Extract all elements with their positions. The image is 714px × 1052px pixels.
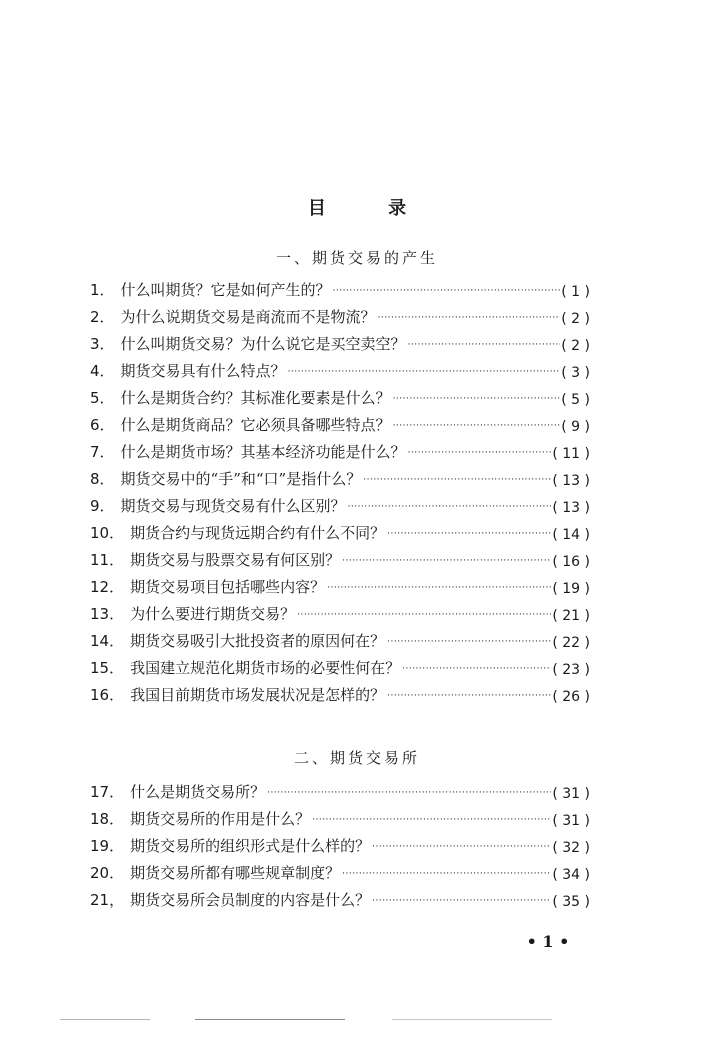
toc-entry-page: ( 3 ) xyxy=(561,365,590,381)
toc-page-number: 31 xyxy=(562,813,581,829)
toc-entry-title: 期货交易中的“手”和“口”是指什么？ xyxy=(120,470,362,488)
dot-leader xyxy=(288,368,561,377)
toc-entry-title: 为什么要进行期货交易？ xyxy=(130,605,296,623)
toc-entry-page: ( 34 ) xyxy=(552,867,590,883)
toc-entry-title: 什么是期货市场？其基本经济功能是什么？ xyxy=(120,443,406,461)
dot-leader xyxy=(363,476,551,485)
toc-entry-number: 11． xyxy=(90,551,125,569)
toc-entry-number: 8． xyxy=(90,470,115,488)
toc-list-section-2 xyxy=(90,775,590,910)
toc-entry-title: 我国目前期货市场发展状况是怎样的？ xyxy=(130,686,386,704)
toc-entry-page: ( 5 ) xyxy=(561,392,590,408)
toc-entry-title: 期货交易与现货交易有什么区别？ xyxy=(120,497,346,515)
toc-entry-title: 什么是期货商品？它必须具备哪些特点？ xyxy=(120,416,391,434)
toc-entry-number: 7． xyxy=(90,443,115,461)
toc-entry xyxy=(90,570,590,597)
toc-entry xyxy=(90,354,590,381)
toc-page-number: 13 xyxy=(562,500,581,516)
toc-page-number: 21 xyxy=(562,608,581,624)
toc-entry-number: 2． xyxy=(90,308,115,326)
toc-entry-title: 期货交易与股票交易有何区别？ xyxy=(130,551,341,569)
dot-leader xyxy=(327,584,551,593)
dot-leader xyxy=(387,530,551,539)
dot-leader xyxy=(297,611,551,620)
toc-entry-page: ( 23 ) xyxy=(552,662,590,678)
toc-entry-page: ( 22 ) xyxy=(552,635,590,651)
toc-entry-number: 21， xyxy=(90,891,125,909)
dot-leader xyxy=(408,449,552,458)
toc-entry-title: 期货交易所的作用是什么？ xyxy=(130,810,311,828)
section-heading-2: 二、期货交易所 xyxy=(293,749,420,767)
toc-list-section-1 xyxy=(90,273,590,705)
toc-entry xyxy=(90,516,590,543)
dot-leader xyxy=(408,341,561,350)
toc-entry xyxy=(90,435,590,462)
toc-entry-page: ( 2 ) xyxy=(561,311,590,327)
toc-entry-page: ( 19 ) xyxy=(552,581,590,597)
toc-entry xyxy=(90,489,590,516)
toc-entry-page: ( 31 ) xyxy=(552,786,590,802)
toc-entry-title: 期货合约与现货远期合约有什么不同？ xyxy=(130,524,386,542)
toc-entry xyxy=(90,856,590,883)
toc-entry-number: 13． xyxy=(90,605,125,623)
toc-page-number: 3 xyxy=(571,365,581,381)
toc-entry-page: ( 21 ) xyxy=(552,608,590,624)
toc-entry-title: 期货交易具有什么特点？ xyxy=(120,362,286,380)
toc-entry-number: 14． xyxy=(90,632,125,650)
toc-entry-number: 16． xyxy=(90,686,125,704)
toc-entry-number: 1． xyxy=(90,281,115,299)
toc-entry-title: 期货交易所会员制度的内容是什么？ xyxy=(130,891,371,909)
toc-entry-title: 什么是期货合约？其标准化要素是什么？ xyxy=(120,389,391,407)
dot-leader xyxy=(342,870,551,879)
toc-entry-number: 15． xyxy=(90,659,125,677)
dot-leader xyxy=(402,665,551,674)
toc-entry-page: ( 31 ) xyxy=(552,813,590,829)
toc-page-number: 31 xyxy=(562,786,581,802)
toc-entry xyxy=(90,678,590,705)
toc-page-number: 35 xyxy=(562,894,581,910)
toc-entry xyxy=(90,802,590,829)
toc-entry-page: ( 16 ) xyxy=(552,554,590,570)
toc-page-number: 22 xyxy=(562,635,581,651)
scan-edge-line xyxy=(195,1019,345,1020)
toc-entry-number: 9． xyxy=(90,497,115,515)
toc-page-number: 14 xyxy=(562,527,581,543)
dot-leader xyxy=(348,503,552,512)
toc-entry-title: 期货交易所的组织形式是什么样的？ xyxy=(130,837,371,855)
dot-leader xyxy=(387,638,551,647)
toc-entry xyxy=(90,543,590,570)
toc-entry-number: 20． xyxy=(90,864,125,882)
toc-entry-number: 3． xyxy=(90,335,115,353)
toc-entry-title: 什么是期货交易所？ xyxy=(130,783,266,801)
dot-leader xyxy=(393,422,561,431)
toc-entry xyxy=(90,597,590,624)
toc-entry xyxy=(90,883,590,910)
toc-entry-page: ( 2 ) xyxy=(561,338,590,354)
toc-entry-title: 为什么说期货交易是商流而不是物流？ xyxy=(120,308,376,326)
toc-page-number: 2 xyxy=(571,311,581,327)
dot-leader xyxy=(372,897,551,906)
toc-entry-title: 期货交易项目包括哪些内容？ xyxy=(130,578,326,596)
dot-leader xyxy=(393,395,561,404)
toc-entry-title: 什么叫期货？它是如何产生的？ xyxy=(120,281,331,299)
toc-entry-page: ( 1 ) xyxy=(561,284,590,300)
toc-entry-number: 5． xyxy=(90,389,115,407)
toc-entry-number: 6． xyxy=(90,416,115,434)
toc-entry-page: ( 13 ) xyxy=(552,473,590,489)
toc-page-number: 34 xyxy=(562,867,581,883)
toc-entry-title: 我国建立规范化期货市场的必要性何在？ xyxy=(130,659,401,677)
scan-edge-line xyxy=(60,1019,150,1020)
toc-entry xyxy=(90,327,590,354)
toc-entry-number: 10． xyxy=(90,524,125,542)
scan-edge-line xyxy=(392,1019,552,1020)
toc-page-number: 5 xyxy=(571,392,581,408)
toc-page-number: 32 xyxy=(562,840,581,856)
toc-entry-page: ( 14 ) xyxy=(552,527,590,543)
toc-entry xyxy=(90,273,590,300)
toc-entry-number: 18． xyxy=(90,810,125,828)
toc-page-number: 1 xyxy=(571,284,581,300)
dot-leader xyxy=(342,557,551,566)
section-heading-1: 一、期货交易的产生 xyxy=(275,249,438,267)
toc-entry-page: ( 26 ) xyxy=(552,689,590,705)
toc-entry-number: 19． xyxy=(90,837,125,855)
toc-entry xyxy=(90,462,590,489)
dot-leader xyxy=(312,816,551,825)
page-title: 目 录 xyxy=(307,198,435,219)
dot-leader xyxy=(387,692,551,701)
toc-page-number: 13 xyxy=(562,473,581,489)
toc-page-number: 16 xyxy=(562,554,581,570)
dot-leader xyxy=(372,843,551,852)
toc-entry-page: ( 13 ) xyxy=(552,500,590,516)
dot-leader xyxy=(267,789,551,798)
toc-page-number: 9 xyxy=(571,419,581,435)
toc-entry-page: ( 11 ) xyxy=(552,446,590,462)
page-number: • 1 • xyxy=(526,932,570,951)
toc-entry-number: 4． xyxy=(90,362,115,380)
dot-leader xyxy=(378,314,561,323)
toc-entry-page: ( 35 ) xyxy=(552,894,590,910)
toc-entry-title: 期货交易所都有哪些规章制度？ xyxy=(130,864,341,882)
toc-entry xyxy=(90,408,590,435)
toc-page-number: 23 xyxy=(562,662,581,678)
toc-page-number: 26 xyxy=(562,689,581,705)
toc-entry-number: 12． xyxy=(90,578,125,596)
toc-entry-page: ( 9 ) xyxy=(561,419,590,435)
toc-entry xyxy=(90,381,590,408)
toc-entry xyxy=(90,624,590,651)
toc-page-number: 19 xyxy=(562,581,581,597)
dot-leader xyxy=(333,287,561,296)
toc-entry-number: 17． xyxy=(90,783,125,801)
toc-entry xyxy=(90,829,590,856)
toc-entry xyxy=(90,651,590,678)
toc-page-number: 11 xyxy=(562,446,581,462)
toc-entry-title: 期货交易吸引大批投资者的原因何在？ xyxy=(130,632,386,650)
toc-entry xyxy=(90,775,590,802)
toc-page-number: 2 xyxy=(571,338,581,354)
toc-entry xyxy=(90,300,590,327)
toc-entry-page: ( 32 ) xyxy=(552,840,590,856)
toc-entry-title: 什么叫期货交易？为什么说它是买空卖空？ xyxy=(120,335,406,353)
